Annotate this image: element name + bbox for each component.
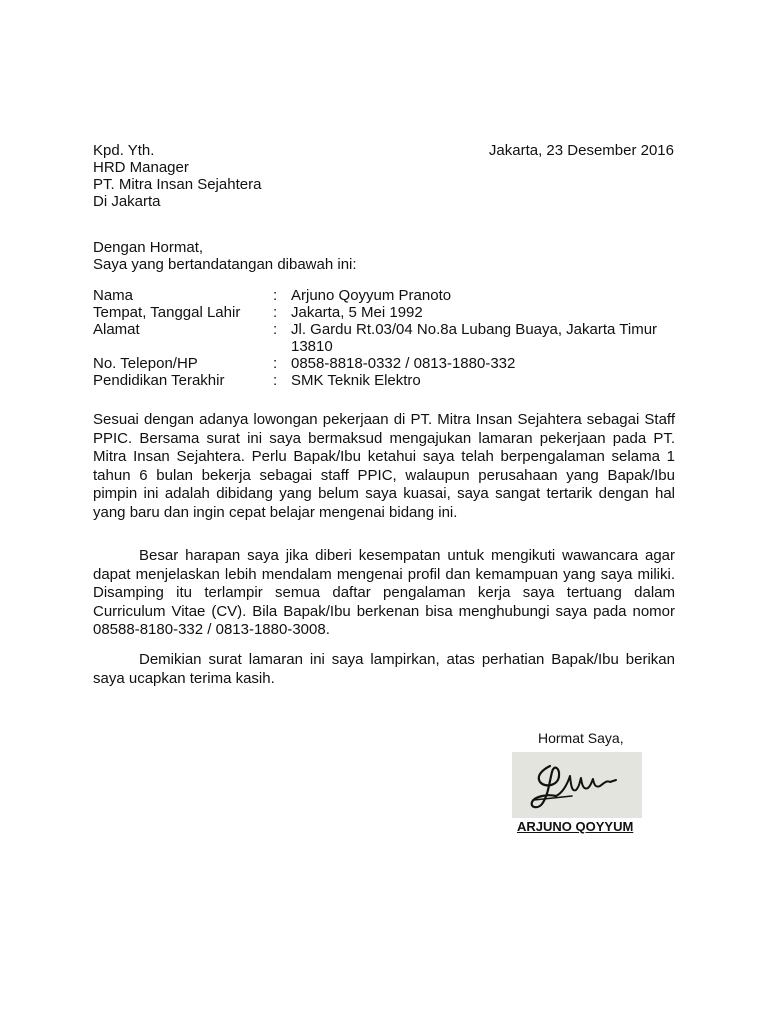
recipient-block [93,142,261,210]
detail-row [93,321,683,355]
body-paragraph-3: Demikian surat lamaran ini saya lampirkan, atas perhatian Bapak/Ibu berikan saya ucapkan terima kasih. [93,651,675,687]
detail-label: Alamat [93,321,140,338]
recipient-line-2: HRD Manager [93,159,189,176]
personal-details-table [93,287,683,389]
closing-salutation: Hormat Saya, [538,730,624,746]
greeting-block [93,239,357,273]
signature-image [512,752,642,818]
intro-line: Saya yang bertandatangan dibawah ini: [93,256,357,273]
detail-row [93,287,683,304]
detail-value: Arjuno Qoyyum Pranoto [291,287,452,304]
detail-separator: : [273,355,278,372]
detail-label: Pendidikan Terakhir [93,372,225,389]
detail-separator: : [273,287,278,304]
detail-label: No. Telepon/HP [93,355,198,372]
letter-date: Jakarta, 23 Desember 2016 [488,142,674,159]
recipient-line-4: Di Jakarta [93,193,161,210]
detail-separator: : [273,304,278,321]
detail-row [93,372,683,389]
detail-row [93,304,683,321]
detail-value: Jakarta, 5 Mei 1992 [291,304,423,321]
body-paragraph-2: Besar harapan saya jika diberi kesempatan untuk mengikuti wawancara agar dapat menjelaskan lebih mendalam mengenai profil dan kemampuan yang saya miliki. Disamping itu terlampir semua daftar pengalaman kerja saya tertuang dalam Curriculum Vitae (CV). Bila Bapak/Ibu berkenan bisa menghubungi saya pada nomor 08588-8180-332 / 0813-1880-3008. [93,547,675,638]
greeting: Dengan Hormat, [93,239,204,256]
signature-scribble [512,752,642,818]
body-paragraph-1: Sesuai dengan adanya lowongan pekerjaan di PT. Mitra Insan Sejahtera sebagai Staff PPIC. Bersama surat ini saya bermaksud mengajukan lamaran pekerjaan pada PT. Mitra Insan Sejahtera. Perlu Bapak/Ibu ketahui saya telah berpengalaman selama 1 tahun 6 bulan bekerja sebagai staff PPIC, walaupun perusahaan yang Bapak/Ibu pimpin ini adalah dibidang yang belum saya kuasai, saya sangat tertarik dengan hal yang baru dan ingin cepat belajar mengenai bidang ini. [93,411,675,521]
detail-row [93,355,683,372]
detail-separator: : [273,372,278,389]
detail-separator: : [273,321,278,338]
recipient-line-3: PT. Mitra Insan Sejahtera [93,176,262,193]
detail-label: Tempat, Tanggal Lahir [93,304,241,321]
signer-name: ARJUNO QOYYUM [517,819,634,834]
detail-value: SMK Teknik Elektro [291,372,421,389]
detail-label: Nama [93,287,134,304]
detail-value: 0858-8818-0332 / 0813-1880-332 [291,355,516,372]
recipient-line-1: Kpd. Yth. [93,142,155,159]
detail-value: Jl. Gardu Rt.03/04 No.8a Lubang Buaya, Jakarta Timur 13810 [291,321,658,355]
